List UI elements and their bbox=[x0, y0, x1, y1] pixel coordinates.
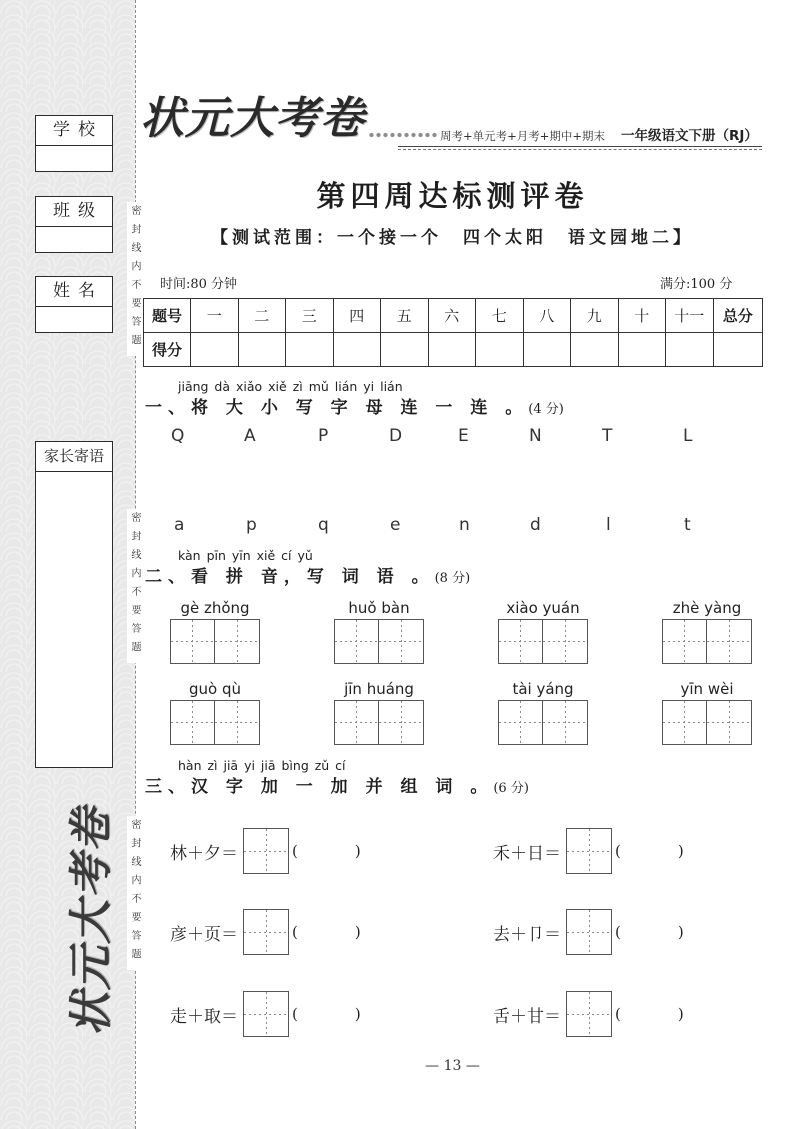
equation-text: 禾＋日＝ bbox=[493, 843, 561, 864]
score-cell[interactable] bbox=[571, 333, 619, 367]
lowercase-letter[interactable]: a bbox=[174, 515, 185, 535]
answer-character-box[interactable] bbox=[566, 909, 612, 955]
school-input[interactable] bbox=[35, 146, 113, 172]
question-header-4: 四 bbox=[333, 299, 381, 333]
writing-cell[interactable] bbox=[334, 700, 379, 745]
question-header-2: 二 bbox=[238, 299, 286, 333]
lowercase-letter[interactable]: n bbox=[459, 515, 470, 535]
lowercase-letter[interactable]: q bbox=[318, 515, 329, 535]
equation-item bbox=[493, 909, 684, 955]
writing-cell[interactable] bbox=[334, 619, 379, 664]
score-cell[interactable] bbox=[666, 333, 714, 367]
question-header-3: 三 bbox=[286, 299, 334, 333]
answer-character-box[interactable] bbox=[566, 991, 612, 1037]
question-header-11: 十一 bbox=[666, 299, 714, 333]
section1-heading bbox=[145, 397, 564, 421]
grade-label: 一年级语文下册（RJ） bbox=[621, 128, 758, 144]
uppercase-letter[interactable]: E bbox=[458, 426, 469, 446]
writing-grid bbox=[334, 700, 424, 745]
answer-character-box[interactable] bbox=[243, 909, 289, 955]
close-paren: ) bbox=[354, 1005, 361, 1023]
writing-cell[interactable] bbox=[379, 619, 424, 664]
section2-heading bbox=[145, 566, 470, 590]
writing-grid bbox=[662, 700, 752, 745]
word-pinyin: zhè yàng bbox=[672, 599, 742, 617]
close-paren: ) bbox=[677, 842, 684, 860]
answer-character-box[interactable] bbox=[566, 828, 612, 874]
open-paren: ( bbox=[615, 1005, 621, 1023]
score-cell[interactable] bbox=[476, 333, 524, 367]
total-score-header: 总分 bbox=[713, 299, 763, 333]
close-paren: ) bbox=[354, 923, 361, 941]
score-cell[interactable] bbox=[333, 333, 381, 367]
writing-cell[interactable] bbox=[543, 619, 588, 664]
section3-heading bbox=[145, 776, 529, 800]
score-cell[interactable] bbox=[238, 333, 286, 367]
question-header-8: 八 bbox=[523, 299, 571, 333]
writing-cell[interactable] bbox=[662, 700, 707, 745]
header-logo: 状元大考卷 bbox=[140, 93, 365, 144]
close-paren: ) bbox=[354, 842, 361, 860]
close-paren: ) bbox=[677, 1005, 684, 1023]
equation-text: 去＋卩＝ bbox=[493, 924, 561, 945]
word-item bbox=[498, 598, 588, 664]
question-header-5: 五 bbox=[381, 299, 429, 333]
word-item bbox=[334, 598, 424, 664]
score-row-label: 得分 bbox=[144, 333, 191, 367]
word-item bbox=[334, 679, 424, 745]
writing-grid bbox=[334, 619, 424, 664]
header-rule bbox=[398, 146, 762, 150]
question-header-6: 六 bbox=[428, 299, 476, 333]
lowercase-letter[interactable]: l bbox=[606, 515, 611, 535]
uppercase-letter[interactable]: P bbox=[318, 426, 329, 446]
equation-item bbox=[170, 909, 361, 955]
writing-cell[interactable] bbox=[498, 700, 543, 745]
word-item bbox=[170, 598, 260, 664]
score-cell[interactable] bbox=[286, 333, 334, 367]
section3-heading-text: 三、汉 字 加 一 加 并 组 词 。 bbox=[145, 777, 494, 797]
equation-item bbox=[170, 828, 361, 874]
question-header-1: 一 bbox=[191, 299, 239, 333]
seal-notice: 密封线内不要答题 bbox=[127, 509, 141, 663]
writing-cell[interactable] bbox=[170, 619, 215, 664]
equation-text: 走＋取＝ bbox=[170, 1006, 238, 1027]
class-input[interactable] bbox=[35, 227, 113, 253]
score-table-header-row bbox=[144, 299, 763, 333]
lowercase-letter[interactable]: d bbox=[530, 515, 541, 535]
equation-item bbox=[493, 828, 684, 874]
section3-points: (6 分) bbox=[493, 781, 529, 796]
question-number-header: 题号 bbox=[144, 299, 191, 333]
answer-character-box[interactable] bbox=[243, 828, 289, 874]
writing-cell[interactable] bbox=[707, 619, 752, 664]
equation-text: 彦＋页＝ bbox=[170, 924, 238, 945]
word-item bbox=[662, 679, 752, 745]
total-score-cell[interactable] bbox=[713, 333, 763, 367]
parent-note-box bbox=[35, 441, 113, 768]
word-answer-blank[interactable] bbox=[621, 841, 678, 861]
open-paren: ( bbox=[615, 842, 621, 860]
writing-grid bbox=[498, 619, 588, 664]
word-pinyin: tài yáng bbox=[512, 680, 574, 698]
name-field bbox=[35, 276, 113, 333]
score-cell[interactable] bbox=[428, 333, 476, 367]
class-label: 班级 bbox=[35, 196, 113, 227]
score-cell[interactable] bbox=[381, 333, 429, 367]
page-number: — 13 — bbox=[425, 1058, 480, 1074]
name-label: 姓名 bbox=[35, 276, 113, 307]
open-paren: ( bbox=[615, 923, 621, 941]
section2-points: (8 分) bbox=[434, 571, 471, 586]
equation-text: 林＋夕＝ bbox=[170, 843, 238, 864]
word-answer-blank[interactable] bbox=[298, 1004, 355, 1024]
school-label: 学校 bbox=[35, 115, 113, 146]
lowercase-letter[interactable]: p bbox=[246, 515, 257, 535]
writing-grid bbox=[662, 619, 752, 664]
writing-cell[interactable] bbox=[662, 619, 707, 664]
open-paren: ( bbox=[292, 923, 298, 941]
section1-pinyin: jiāng dà xiǎo xiě zì mǔ lián yi lián bbox=[178, 379, 403, 394]
writing-cell[interactable] bbox=[498, 619, 543, 664]
writing-grid bbox=[170, 700, 260, 745]
question-header-7: 七 bbox=[476, 299, 524, 333]
close-paren: ) bbox=[677, 923, 684, 941]
section1-points: (4 分) bbox=[528, 402, 564, 417]
parent-note-input[interactable] bbox=[36, 472, 112, 764]
equation-text: 舌＋甘＝ bbox=[493, 1006, 561, 1027]
parent-note-label: 家长寄语 bbox=[36, 442, 112, 472]
uppercase-letter[interactable]: D bbox=[389, 426, 403, 446]
writing-cell[interactable] bbox=[707, 700, 752, 745]
page-title: 第四周达标测评卷 bbox=[316, 179, 589, 213]
word-pinyin: gè zhǒng bbox=[180, 599, 250, 617]
word-answer-blank[interactable] bbox=[621, 922, 678, 942]
word-answer-blank[interactable] bbox=[621, 1004, 678, 1024]
full-score: 满分:100 分 bbox=[660, 277, 733, 292]
writing-cell[interactable] bbox=[215, 619, 260, 664]
logo-dots-ornament bbox=[368, 131, 438, 139]
word-item bbox=[498, 679, 588, 745]
word-answer-blank[interactable] bbox=[298, 922, 355, 942]
seal-notice: 密封线内不要答题 bbox=[127, 202, 141, 356]
score-table bbox=[143, 298, 763, 367]
open-paren: ( bbox=[292, 842, 298, 860]
open-paren: ( bbox=[292, 1005, 298, 1023]
uppercase-letter[interactable]: L bbox=[683, 426, 693, 446]
equation-item bbox=[493, 991, 684, 1037]
word-answer-blank[interactable] bbox=[298, 841, 355, 861]
section2-pinyin: kàn pīn yīn xiě cí yǔ bbox=[178, 548, 313, 563]
score-cell[interactable] bbox=[523, 333, 571, 367]
question-header-10: 十 bbox=[618, 299, 666, 333]
word-pinyin: guò qù bbox=[188, 680, 241, 698]
side-logo: 状元大考卷 bbox=[66, 806, 117, 1036]
lowercase-letter[interactable]: t bbox=[684, 515, 691, 535]
question-header-9: 九 bbox=[571, 299, 619, 333]
uppercase-letter[interactable]: T bbox=[602, 426, 613, 446]
score-table-score-row bbox=[144, 333, 763, 367]
word-item bbox=[170, 679, 260, 745]
writing-cell[interactable] bbox=[543, 700, 588, 745]
exam-time: 时间:80 分钟 bbox=[160, 277, 238, 292]
word-pinyin: xiào yuán bbox=[506, 599, 580, 617]
uppercase-letter[interactable]: A bbox=[244, 426, 256, 446]
word-pinyin: jīn huáng bbox=[344, 680, 414, 698]
writing-grid bbox=[170, 619, 260, 664]
section3-pinyin: hàn zì jiā yi jiā bìng zǔ cí bbox=[178, 758, 346, 773]
section1-heading-text: 一、将 大 小 写 字 母 连 一 连 。 bbox=[145, 398, 529, 418]
uppercase-letter[interactable]: Q bbox=[171, 426, 185, 446]
lowercase-letter[interactable]: e bbox=[390, 515, 401, 535]
word-pinyin: yīn wèi bbox=[680, 680, 734, 698]
writing-grid bbox=[498, 700, 588, 745]
school-field bbox=[35, 115, 113, 172]
equation-item bbox=[170, 991, 361, 1037]
score-cell[interactable] bbox=[191, 333, 239, 367]
uppercase-letter[interactable]: N bbox=[529, 426, 542, 446]
answer-character-box[interactable] bbox=[243, 991, 289, 1037]
exam-series: 周考+单元考+月考+期中+期末 bbox=[440, 129, 606, 143]
test-scope: 【测试范围：一个接一个 四个太阳 语文园地二】 bbox=[211, 228, 694, 248]
section2-heading-text: 二、看 拼 音，写 词 语 。 bbox=[145, 567, 435, 587]
name-input[interactable] bbox=[35, 307, 113, 333]
writing-cell[interactable] bbox=[379, 700, 424, 745]
seal-notice: 密封线内不要答题 bbox=[127, 816, 141, 970]
word-item bbox=[662, 598, 752, 664]
word-pinyin: huǒ bàn bbox=[348, 599, 410, 617]
writing-cell[interactable] bbox=[215, 700, 260, 745]
class-field bbox=[35, 196, 113, 253]
writing-cell[interactable] bbox=[170, 700, 215, 745]
score-cell[interactable] bbox=[618, 333, 666, 367]
